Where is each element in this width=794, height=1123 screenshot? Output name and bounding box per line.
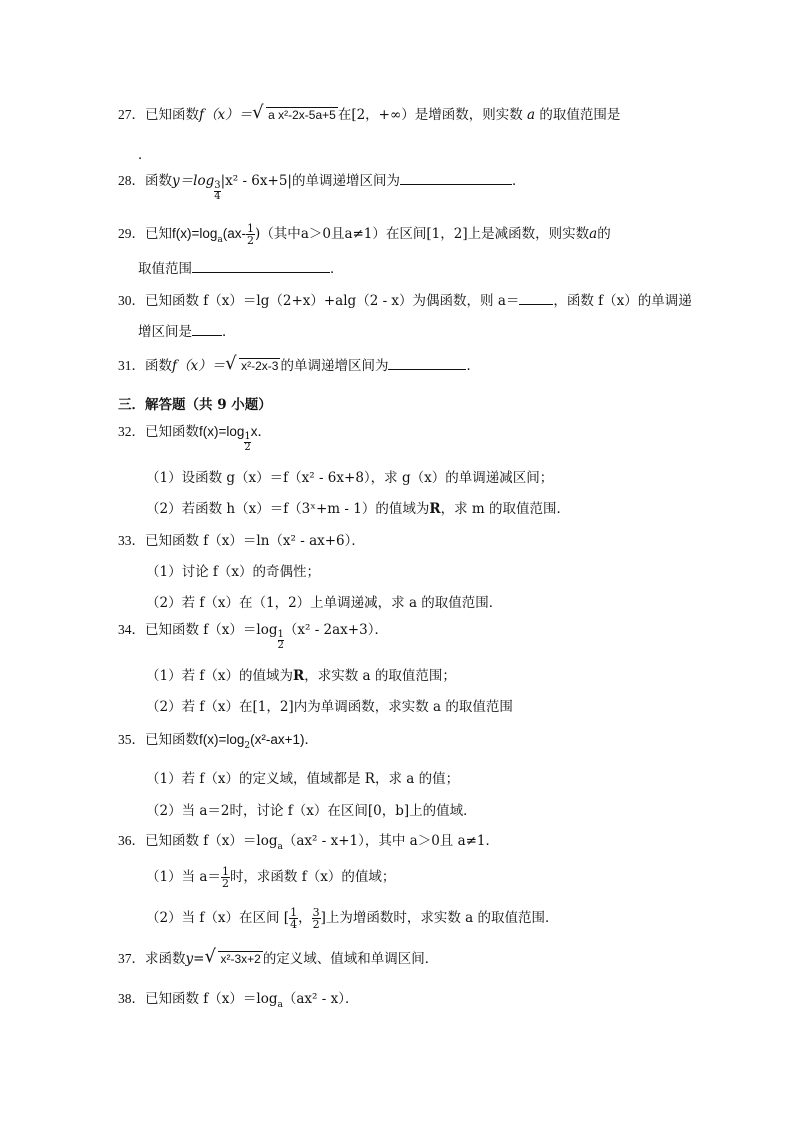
sub-question: （2）当 a＝2时，讨论 f（x）在区间[0，b]上的值域． — [146, 803, 477, 819]
question-28: 28．函数y＝log $\frac{3}{4}$ |x² - 6x+5|的单调递增区间为 ． — [118, 173, 526, 202]
question-27: 27．已知函数f（x）＝ √ a x²-2x-5a+5 在[2，+∞）是增函数，则实数 a 的取值范围是 — [118, 102, 621, 123]
question-32: 32．已知函数f(x)=log $\frac{1}{2}$ x． — [118, 424, 272, 453]
sqrt-expression: √ a x²-2x-5a+5 — [252, 102, 336, 123]
question-34: 34．已知函数 f（x）＝log $\frac{1}{2}$ （x² - 2ax+3）． — [118, 622, 388, 651]
sub-question: （1）讨论 f（x）的奇偶性； — [146, 564, 320, 580]
question-number: 27． — [118, 107, 145, 122]
sub-question: （1）若 f（x）的值域为R，求实数 a 的取值范围； — [146, 668, 456, 684]
question-30-cont: 增区间是 ． — [138, 324, 236, 340]
sub-question: （2）当 f（x）在区间 [ $\frac{1}{4}$ ， $\frac{3}{2}$ ]上为增函数时，求实数 a 的取值范围． — [146, 906, 559, 931]
question-38: 38．已知函数 $f(x)=\log_a(ax^2 - x)$． — [118, 991, 359, 1010]
sub-question: （1）若 f（x）的定义域，值域都是 R，求 a 的值； — [146, 771, 460, 787]
answer-period: ． — [138, 147, 152, 163]
question-29-cont: 取值范围 ． — [138, 261, 344, 277]
log-base-fraction: $\frac{3}{4}$ — [214, 180, 221, 202]
answer-blank — [400, 172, 512, 185]
answer-blank — [519, 292, 553, 305]
fraction: $\frac{1}{2}$ — [247, 222, 255, 247]
question-36: 36．已知函数 $f(x)=\log_a(ax^2 - x+1)$，其中 a＞0且 a≠1． — [118, 833, 500, 852]
fraction: $\frac{1}{4}$ — [290, 906, 298, 931]
sqrt-expression: √ x²-2x-3 — [225, 353, 279, 374]
answer-blank — [192, 323, 222, 336]
fraction: $\frac{1}{2}$ — [221, 865, 229, 890]
sqrt-expression: √ x²-3x+2 — [204, 946, 261, 967]
question-29: 29．已知$f(x)=\log_a(ax-$ $\frac{1}{2}$ )（其中a＞0且a≠1）在区间[1，2]上是减函数，则实数a的 — [118, 222, 611, 247]
answer-blank — [388, 357, 466, 370]
question-30: 30．已知函数 f（x）＝lg（2+x）+alg（2 - x）为偶函数，则 a＝ ，函数 f（x）的单调递 — [118, 293, 692, 309]
sub-question: （2）若 f（x）在[1，2]内为单调函数，求实数 a 的取值范围 — [146, 699, 513, 715]
question-35: 35．已知函数$f(x)=\log_2(x^2-ax+1)$． — [118, 732, 319, 751]
section-heading: 三．解答题（共 9 小题） — [118, 397, 272, 413]
log-base-fraction: $\frac{1}{2}$ — [277, 629, 284, 651]
question-33: 33．已知函数 f（x）＝ln（x² - ax+6）． — [118, 533, 365, 549]
sub-question: （1）当 a＝ $\frac{1}{2}$ 时，求函数 f（x）的值域； — [146, 865, 396, 890]
sub-question: （2）若 f（x）在（1，2）上单调递减，求 a 的取值范围． — [146, 595, 503, 611]
log-base-fraction: $\frac{1}{2}$ — [244, 431, 251, 453]
sub-question: （2）若函数 h（x）＝f（3ˣ+m - 1）的值域为R，求 m 的取值范围． — [146, 501, 570, 517]
fraction: $\frac{3}{2}$ — [312, 906, 320, 931]
answer-blank — [192, 260, 330, 273]
question-31: 31．函数f（x）＝ √ x²-2x-3 的单调递增区间为 ． — [118, 353, 480, 374]
question-37: 37．求函数y= √ x²-3x+2 的定义域、值域和单调区间． — [118, 946, 439, 967]
sub-question: （1）设函数 g（x）＝f（x² - 6x+8），求 g（x）的单调递减区间； — [146, 470, 554, 486]
